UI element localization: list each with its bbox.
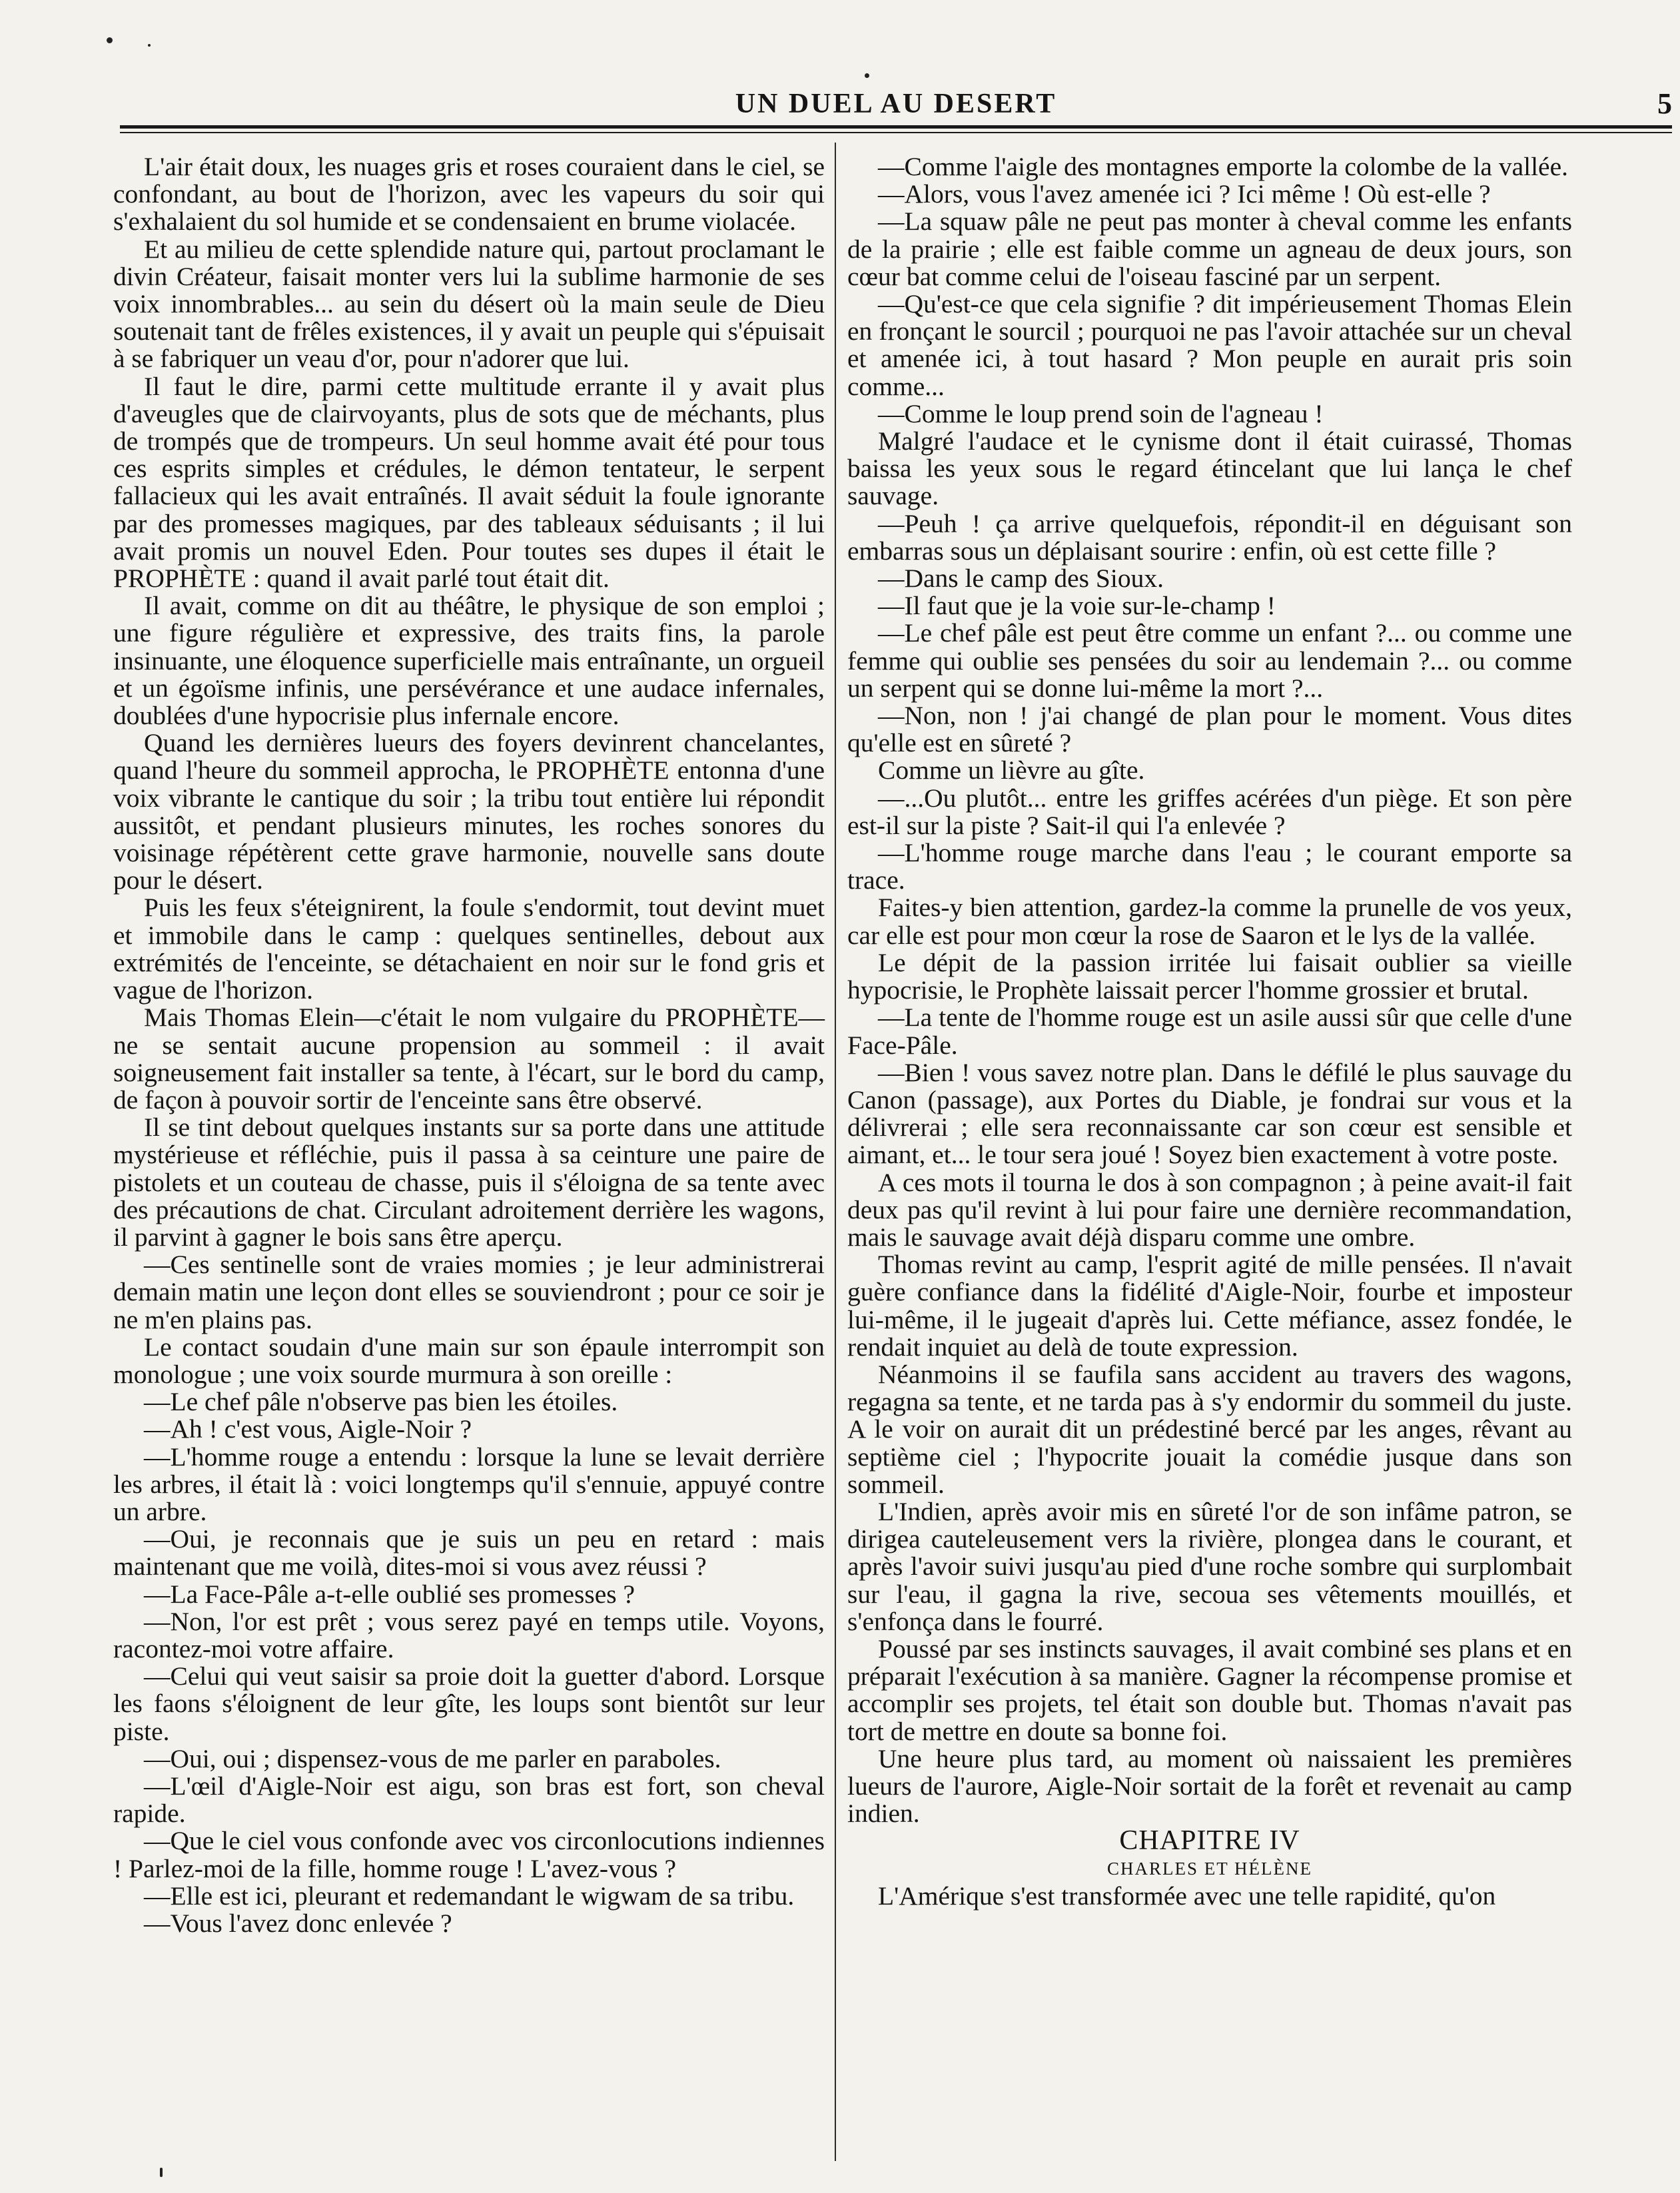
paragraph: —Oui, oui ; dispensez-vous de me parler en paraboles. [144,1743,721,1773]
paragraph: —La Face-Pâle a-t-elle oublié ses promesses ? [144,1579,635,1609]
paragraph: —Le chef pâle n'observe pas bien les étoiles. [144,1387,618,1417]
ink-speck [865,73,869,78]
right-column [847,153,1572,1910]
paragraph: —Non, non ! j'ai changé de plan pour le moment. Vous dites qu'elle est en sûreté ? [847,701,1572,758]
paragraph: Il faut le dire, parmi cette multitude errante il y avait plus d'aveugles que de clairvoyants, plus de sots que de méchants, plus de trompés que de trompeurs. Un seul homme avait été pour tous ces esprits simples et crédules, le démon tentateur, le serpent fallacieux qui les avait entraînés. Il avait séduit la foule ignorante par des promesses magiques, par des tableaux séduisants ; il lui avait promis un nouvel Eden. Pour toutes ses dupes il était le PROPHÈTE : quand il avait parlé tout était dit. [113,371,825,594]
paragraph: —Peuh ! ça arrive quelquefois, répondit-il en déguisant son embarras sous un déplaisant sourire : enfin, où est cette fille ? [847,508,1572,566]
paragraph: Le contact soudain d'une main sur son épaule interrompit son monologue ; une voix sourde murmura à son oreille : [113,1332,825,1389]
paragraph: —Ces sentinelle sont de vraies momies ; je leur administrerai demain matin une leçon dont elles se souviendront ; pour ce soir je ne m'en plains pas. [113,1250,825,1334]
paragraph: L'air était doux, les nuages gris et roses couraient dans le ciel, se confondant, au bout de l'horizon, avec les vapeurs du soir qui s'exhalaient du sol humide et se condensaient en brume violacée. [113,152,825,236]
paragraph: —Non, l'or est prêt ; vous serez payé en temps utile. Voyons, racontez-moi votre affaire. [113,1606,825,1663]
paragraph: Mais Thomas Elein—c'était le nom vulgaire du PROPHÈTE—ne se sentait aucune propension au sommeil : il avait soigneusement fait installer sa tente, à l'écart, sur le bord du camp, de façon à pouvoir sortir de l'enceinte sans être observé. [113,1003,825,1114]
left-column [113,153,825,1937]
page-number: 5 [1657,87,1672,120]
paragraph: —Bien ! vous savez notre plan. Dans le défilé le plus sauvage du Canon (passage), aux Portes du Diable, je fondrai sur vous et la délivrerai ; elle sera reconnaissante car son cœur est sensible et aimant, et... le tour sera joué ! Soyez bien exactement à votre poste. [847,1057,1572,1170]
paragraph: Poussé par ses instincts sauvages, il avait combiné ses plans et en préparait l'exécution à sa manière. Gagner la récompense promise et accomplir ses projets, tel était son double but. Thomas n'avait pas tort de mettre en doute sa bonne foi. [847,1633,1572,1746]
ink-speck [160,2168,163,2177]
header-rule-thick [120,125,1672,129]
column-divider [835,143,836,2161]
paragraph: Et au milieu de cette splendide nature qui, partout proclamant le divin Créateur, faisait monter vers lui la sublime harmonie de ses voix innombrables... au sein du désert où la main seule de Dieu soutenait tant de frêles existences, il y avait un peuple qui s'épuisait à se fabriquer un veau d'or, pour n'adorer que lui. [113,234,825,374]
paragraph: —Le chef pâle est peut être comme un enfant ?... ou comme une femme qui oublie ses pensées du soir au lendemain ?... ou comme un serpent qui se donne lui-même la mort ?... [847,618,1572,703]
paragraph: —L'homme rouge marche dans l'eau ; le courant emporte sa trace. [847,838,1572,895]
paragraph: L'Amérique s'est transformée avec une telle rapidité, qu'on [878,1881,1496,1911]
header-rule-thin [120,132,1672,133]
paragraph: Quand les dernières lueurs des foyers devinrent chancelantes, quand l'heure du sommeil approcha, le PROPHÈTE entonna d'une voix vibrante le cantique du soir ; la tribu tout entière lui répondit aussitôt, et pendant plusieurs minutes, les roches sonores du voisinage répétèrent cette grave harmonie, nouvelle sans doute pour le désert. [113,728,825,895]
paragraph: Puis les feux s'éteignirent, la foule s'endormit, tout devint muet et immobile dans le camp : quelques sentinelles, debout aux extrémités de l'enceinte, se détachaient en noir sur le fond gris et vague de l'horizon. [113,893,825,1005]
ink-speck [148,44,151,47]
paragraph: —Celui qui veut saisir sa proie doit la guetter d'abord. Lorsque les faons s'éloignent de leur gîte, les loups sont bientôt sur leur piste. [113,1661,825,1746]
paragraph: Le dépit de la passion irritée lui faisait oublier sa vieille hypocrisie, le Prophète laissait percer l'homme grossier et brutal. [847,947,1572,1005]
paragraph: —Alors, vous l'avez amenée ici ? Ici même ! Où est-elle ? [878,179,1491,209]
paragraph: —Comme l'aigle des montagnes emporte la colombe de la vallée. [878,152,1568,181]
paragraph: —Que le ciel vous confonde avec vos circonlocutions indiennes ! Parlez-moi de la fille, homme rouge ! L'avez-vous ? [113,1826,825,1883]
paragraph: Il avait, comme on dit au théâtre, le physique de son emploi ; une figure régulière et expressive, des traits fins, la parole insinuante, une éloquence superficielle mais entraînante, un orgueil et un égoïsme infinis, une persévérance et une audace infernales, doublées d'une hypocrisie plus infernale encore. [113,591,825,731]
paragraph: —Il faut que je la voie sur-le-champ ! [878,591,1276,621]
paragraph: Malgré l'audace et le cynisme dont il était cuirassé, Thomas baissa les yeux sous le regard étincelant que lui lança le chef sauvage. [847,426,1572,511]
paragraph: —Qu'est-ce que cela signifie ? dit impérieusement Thomas Elein en fronçant le sourcil ; pourquoi ne pas l'avoir attachée sur un cheval et amenée ici, à tout hasard ? Mon peuple en aurait pris soin comme... [847,289,1572,401]
paragraph: Thomas revint au camp, l'esprit agité de mille pensées. Il n'avait guère confiance dans la fidélité d'Aigle-Noir, fourbe et imposteur lui-même, il le jugeait d'après lui. Cette méfiance, assez fondée, le rendait inquiet au delà de toute expression. [847,1250,1572,1362]
paragraph: —Oui, je reconnais que je suis un peu en retard : mais maintenant que me voilà, dites-moi si vous avez réussi ? [113,1524,825,1581]
paragraph: —L'œil d'Aigle-Noir est aigu, son bras est fort, son cheval rapide. [113,1771,825,1829]
running-head [120,85,1672,125]
paragraph: —Vous l'avez donc enlevée ? [144,1909,452,1938]
ink-speck [107,37,113,43]
paragraph: L'Indien, après avoir mis en sûreté l'or de son infâme patron, se dirigea cauteleusement vers la rivière, plongea dans le courant, et après l'avoir suivi jusqu'au pied d'une roche sombre qui surplombait sur l'eau, il gagna la rive, secoua ses vêtements mouillés, et s'enfonça dans le fourré. [847,1496,1572,1636]
paragraph: Néanmoins il se faufila sans accident au travers des wagons, regagna sa tente, et ne tarda pas à s'y endormir du sommeil du juste. A le voir on aurait dit un prédestiné bercé par les anges, rêvant au septième ciel ; l'hypocrite jouait la comédie jusque dans son sommeil. [847,1359,1572,1499]
paragraph: —La squaw pâle ne peut pas monter à cheval comme les enfants de la prairie ; elle est faible comme un agneau de deux jours, son cœur bat comme celui de l'oiseau fasciné par un serpent. [847,207,1572,291]
paragraph: —L'homme rouge a entendu : lorsque la lune se levait derrière les arbres, il était là : voici longtemps qu'il s'ennuie, appuyé contre un arbre. [113,1442,825,1526]
chapter-title: CHAPITRE IV [1119,1825,1300,1857]
paragraph: —La tente de l'homme rouge est un asile aussi sûr que celle d'une Face-Pâle. [847,1003,1572,1060]
paragraph: Il se tint debout quelques instants sur sa porte dans une attitude mystérieuse et réfléchie, puis il passa à sa ceinture une paire de pistolets et un couteau de chasse, puis il s'éloigna de sa tente avec des précautions de chat. Circulant adroitement derrière les wagons, il parvint à gagner le bois sans être aperçu. [113,1112,825,1252]
paragraph: A ces mots il tourna le dos à son compagnon ; à peine avait-il fait deux pas qu'il revint à lui pour faire une dernière recommandation, mais le sauvage avait déjà disparu comme une ombre. [847,1167,1572,1252]
paragraph: Faites-y bien attention, gardez-la comme la prunelle de vos yeux, car elle est pour mon cœur la rose de Saaron et le lys de la vallée. [847,893,1572,950]
running-title: UN DUEL AU DESERT [735,89,1057,119]
paragraph: —Comme le loup prend soin de l'agneau ! [878,398,1324,428]
paragraph: —Elle est ici, pleurant et redemandant le wigwam de sa tribu. [144,1881,795,1911]
paragraph: Une heure plus tard, au moment où naissaient les premières lueurs de l'aurore, Aigle-Noir sortait de la forêt et revenait au camp indien. [847,1743,1572,1829]
paragraph: —Ah ! c'est vous, Aigle-Noir ? [144,1414,472,1444]
chapter-subtitle: CHARLES ET HÉLÈNE [1107,1858,1312,1879]
paragraph: —...Ou plutôt... entre les griffes acérées d'un piège. Et son père est-il sur la piste ? Sait-il qui l'a enlevée ? [847,783,1572,840]
paragraph: Comme un lièvre au gîte. [878,755,1145,785]
paragraph: —Dans le camp des Sioux. [878,564,1164,594]
